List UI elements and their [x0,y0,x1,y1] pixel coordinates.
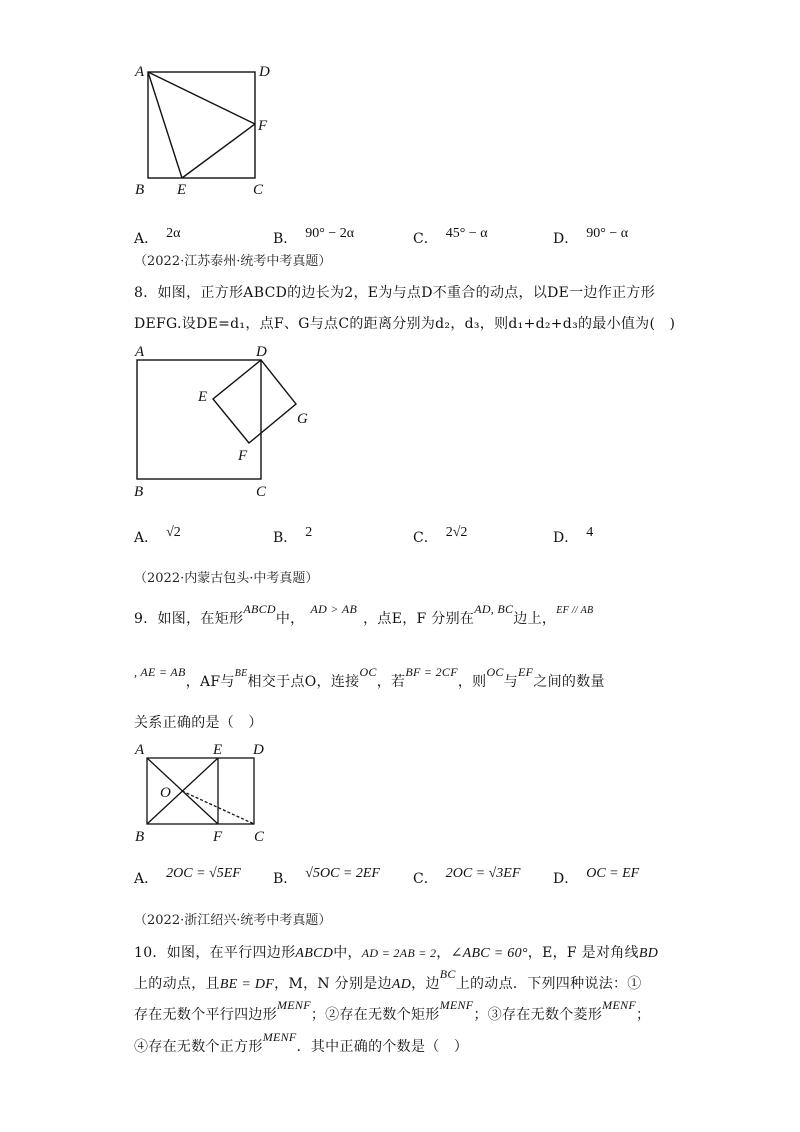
q10-l1-t3: ， [436,945,451,961]
q10-l3-t1: 存在无数个平行四边形 [134,1007,277,1023]
q9-l1-m3: AD, BC [474,602,514,616]
q9-l1-t1: 9．如图，在矩形 [134,611,244,627]
q9-option-c-letter: C． [413,871,438,887]
q9-l2-t3: ，若 [376,674,406,690]
q7-label-E: E [177,182,187,198]
q10-l2-m1: BE = DF [219,977,275,992]
q8-figure [0,335,800,505]
q9-option-d[interactable] [553,868,639,888]
q9-figure [0,735,800,850]
q10-l2-t2: ，M，N 分别是边 [274,976,392,992]
q10-l1-m3: ∠ABC = 60° [450,946,528,961]
q8-option-b-letter: B． [273,530,298,546]
q10-l2-m2: AD [391,977,412,992]
q7-option-b[interactable] [273,228,354,248]
q10-l1-t1: 10．如图，在平行四边形 [134,945,296,961]
q7-option-c-value: 45° − α [445,226,488,241]
q10-l1-m2: AD = 2AB = 2 [361,946,437,960]
q8-label-C: C [256,484,267,500]
q9-l2-m2: BE [234,668,248,679]
q9-option-d-value: OC = EF [586,866,640,881]
q7-option-c[interactable] [413,228,488,248]
q7-option-a-value: 2α [166,226,181,241]
q10-line-2 [134,967,642,993]
q9-l2-m1: , AE = AB [134,665,186,679]
q7-option-c-letter: C． [413,231,438,247]
q7-option-b-letter: B． [273,231,298,247]
q9-l1-t2: 中， [275,611,305,627]
q8-option-d-value: 4 [586,525,594,540]
q9-l2-t6: 之间的数量 [533,674,605,690]
q9-l1-m1: ABCD [243,602,276,616]
q8-option-b-value: 2 [305,525,313,540]
q9-l1-m2: AD > AB [310,602,358,616]
q9-option-c[interactable] [413,868,520,888]
q9-label-B: B [135,829,145,845]
q9-option-b-letter: B． [273,871,298,887]
q7-label-C: C [253,182,264,198]
q9-option-d-letter: D． [553,871,579,887]
q9-label-O: O [160,785,171,801]
q9-l1-t3: ，点E，F 分别在 [363,611,475,627]
q10-l2-m3: BC [439,967,456,981]
q7-option-a[interactable] [134,228,180,248]
q10-l3-m3: MENF [602,998,637,1012]
q9-line-1 [134,602,594,628]
q9-l1-t4: 边上， [513,611,557,627]
q10-l1-t2: 中， [333,945,362,961]
q10-l4-t2: ．其中正确的个数是（ ） [296,1039,469,1055]
q9-l1-m4: EF // AB [556,605,594,616]
q9-l2-t5: 与 [503,674,519,690]
q8-option-c-letter: C． [413,530,438,546]
q7-option-d[interactable] [553,228,628,248]
q10-l3-t2: ；②存在无数个矩形 [310,1007,440,1023]
q7-label-F: F [258,118,268,134]
q7-label-A: A [135,64,145,80]
q9-option-a-letter: A． [134,871,159,887]
q10-l4-m1: MENF [262,1030,297,1044]
q8-line-1: 8．如图，正方形ABCD的边长为2，E为与点D不重合的动点，以DE一边作正方形 [134,285,655,301]
q10-line-1 [134,942,658,962]
q9-l2-t2: 相交于点O，连接 [247,674,360,690]
q10-line-3 [134,998,651,1024]
q10-source: （2022·浙江绍兴·统考中考真题） [134,913,332,928]
q10-l2-t3: ，边 [411,976,440,992]
q8-option-c[interactable] [413,527,467,547]
q10-l2-t1: 上的动点，且 [134,976,220,992]
q10-l4-t1: ④存在无数个正方形 [134,1039,263,1055]
q9-option-c-value: 2OC = √3EF [445,866,521,881]
q9-l2-m5: OC [486,665,504,679]
q10-l3-m2: MENF [439,998,474,1012]
q8-line-2: DEFG.设DE=d₁，点F、G与点C的距离分别为d₂，d₃，则d₁+d₂+d₃的最小值为( ) [134,316,676,332]
q9-label-D: D [253,742,264,758]
q9-l2-t4: ，则 [457,674,487,690]
q8-label-G: G [297,411,308,427]
q8-option-d[interactable] [553,527,593,547]
q7-label-D: D [259,64,270,80]
q10-l3-t3: ；③存在无数个菱形 [473,1007,603,1023]
q9-l2-m4: BF = 2CF [405,665,458,679]
q10-l3-t4: ； [636,1007,651,1023]
q8-option-c-value: 2√2 [445,525,468,540]
q7-option-d-letter: D． [553,231,579,247]
q10-l2-t4: 上的动点．下列四种说法：① [455,976,642,992]
q9-label-C: C [254,829,265,845]
q7-figure [0,0,800,200]
q9-label-F: F [213,829,223,845]
q10-l1-m4: BD [638,946,659,961]
q8-option-a[interactable] [134,527,181,547]
q10-l3-m1: MENF [277,998,311,1012]
q8-option-d-letter: D． [553,530,579,546]
q8-option-a-value: √2 [166,525,181,540]
q7-option-d-value: 90° − α [586,226,629,241]
q8-label-D: D [256,344,267,360]
q9-l2-m6: EF [518,665,534,679]
q9-option-b[interactable] [273,868,380,888]
q10-l1-t4: ，E，F 是对角线 [527,945,639,961]
q8-label-A: A [135,344,145,360]
q10-l1-m1: ABCD [295,946,334,961]
q10-line-4 [134,1030,469,1056]
q9-line-3: 关系正确的是（ ） [134,715,263,731]
q9-source: （2022·内蒙古包头·中考真题） [134,571,319,586]
q9-line-2 [134,665,605,691]
q9-option-b-value: √5OC = 2EF [305,866,380,881]
q7-label-B: B [135,182,145,198]
q8-source: （2022·江苏泰州·统考中考真题） [134,254,332,269]
q8-label-F: F [238,448,248,464]
q9-option-a[interactable] [134,868,241,888]
q9-label-A: A [135,742,145,758]
q9-l2-m3: OC [359,665,377,679]
q9-l2-t1: ，AF与 [185,674,235,690]
q8-label-E: E [198,389,208,405]
q9-label-E: E [213,742,223,758]
q8-label-B: B [134,484,144,500]
q8-option-a-letter: A． [134,530,159,546]
q8-option-b[interactable] [273,527,312,547]
q9-option-a-value: 2OC = √5EF [166,866,241,881]
q7-option-a-letter: A． [134,231,159,247]
q7-option-b-value: 90° − 2α [305,226,355,241]
